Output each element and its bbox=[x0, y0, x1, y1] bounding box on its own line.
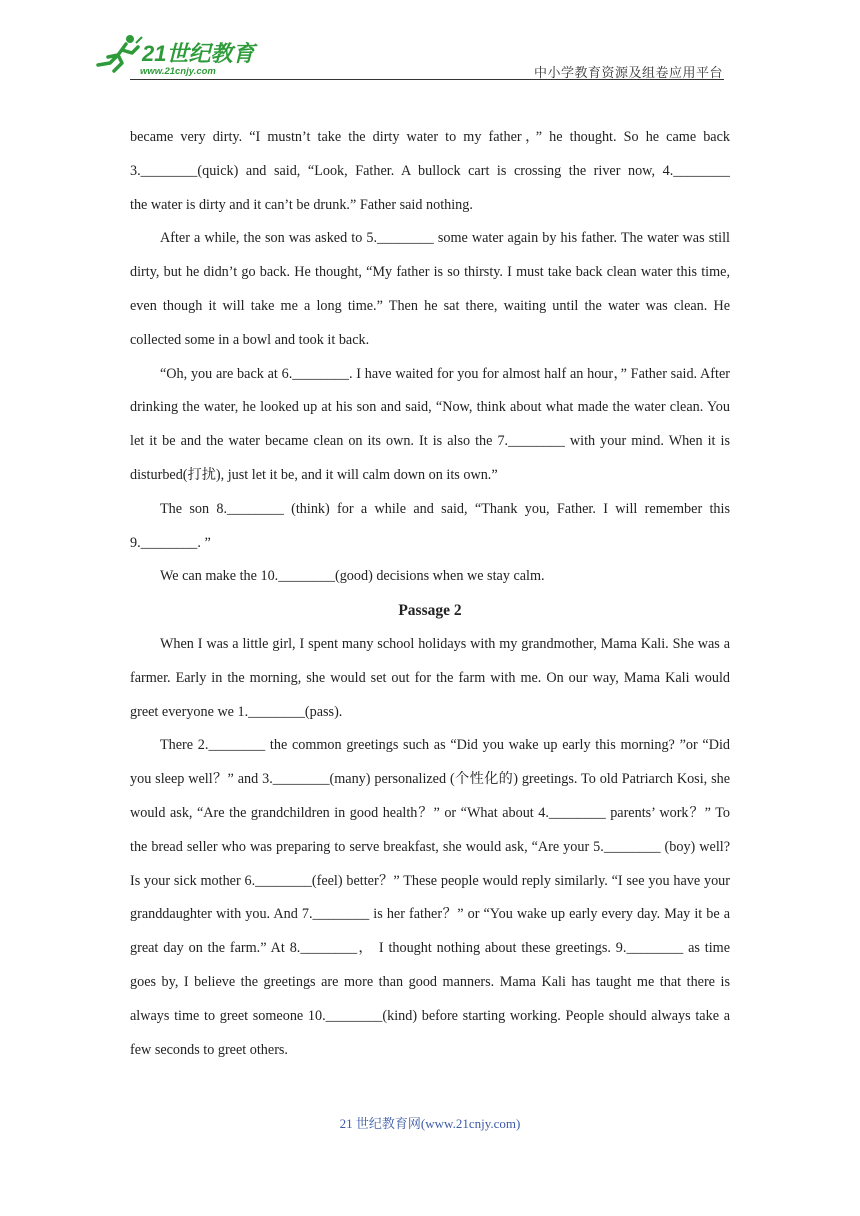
header-platform-text: 中小学教育资源及组卷应用平台 bbox=[533, 65, 723, 80]
runner-logo-icon bbox=[92, 33, 262, 79]
logo-url: www.21cnjy.com bbox=[140, 66, 216, 77]
logo-text: 21世纪教育 bbox=[142, 41, 255, 66]
passage1-paragraph-1 bbox=[130, 121, 730, 222]
passage2-title: Passage 2 bbox=[398, 602, 462, 620]
document-body bbox=[130, 121, 730, 1067]
passage1-paragraph-4: The son 8.________ (think) for a while and said, “Thank you, Father. I will remember this 9.________. ” bbox=[130, 500, 730, 551]
passage1-paragraph-3: “Oh, you are back at 6.________. I have waited for you for almost half an hour，” Father said. After drinking the water, he looked up at his son and said, “Now, think about what made the water clean. You let it be and the water became clean on its own. It is also the 7.________ with your mind. When it is disturbed(打扰), just let it be, and it will calm down on its own.” bbox=[130, 365, 730, 483]
passage1-p1-line2: 3.________(quick) and said, “Look, Father. A bullock cart is crossing the river now, 4.________ bbox=[130, 162, 730, 179]
passage1-paragraph-5: We can make the 10.________(good) decisions when we stay calm. bbox=[160, 568, 545, 585]
header-divider bbox=[130, 79, 724, 80]
passage1-p1-line1: became very dirty. “I mustn’t take the dirty water to my father，” he thought. So he came back bbox=[130, 129, 730, 145]
page-footer[interactable]: 21 世纪教育网(www.21cnjy.com) bbox=[339, 1116, 521, 1131]
site-logo[interactable] bbox=[92, 33, 262, 79]
passage2-paragraph-1: When I was a little girl, I spent many school holidays with my grandmother, Mama Kali. She was a farmer. Early in the morning, she would set out for the farm with me. On our way, Mama Kali would greet everyone we 1.________(pass). bbox=[130, 635, 730, 720]
passage1-p1-line3: the water is dirty and it can’t be drunk.” Father said nothing. bbox=[130, 196, 473, 213]
passage2-paragraph-2: There 2.________ the common greetings such as “Did you wake up early this morning? ”or “Did you sleep well？” and 3.________(many) personalized (个性化的) greetings. To old Patriarch Kosi, she would ask, “Are the grandchildren in good health？” or “What about 4.________ parents’ work？” To the bread seller who was preparing to serve breakfast, she would ask, “Are your 5.________ (boy) well? Is your sick mother 6.________(feel) better？” These people would reply similarly. “I see you have your granddaughter with you. And 7.________ is her father？” or “You wake up early every day. May it be a great day on the farm.” At 8.________， I thought nothing about these greetings. 9.________ as time goes by, I believe the greetings are more than good manners. Mama Kali has taught me that there is always time to greet someone 10.________(kind) before starting working. People should always take a few seconds to greet others. bbox=[130, 737, 730, 1058]
page-header bbox=[0, 0, 860, 90]
passage1-paragraph-2: After a while, the son was asked to 5.________ some water again by his father. The water was still dirty, but he didn’t go back. He thought, “My father is so thirsty. I must take back clean water this time, even though it will take me a long time.” Then he sat there, waiting until the water was clean. He collected some in a bowl and took it back. bbox=[130, 230, 730, 348]
